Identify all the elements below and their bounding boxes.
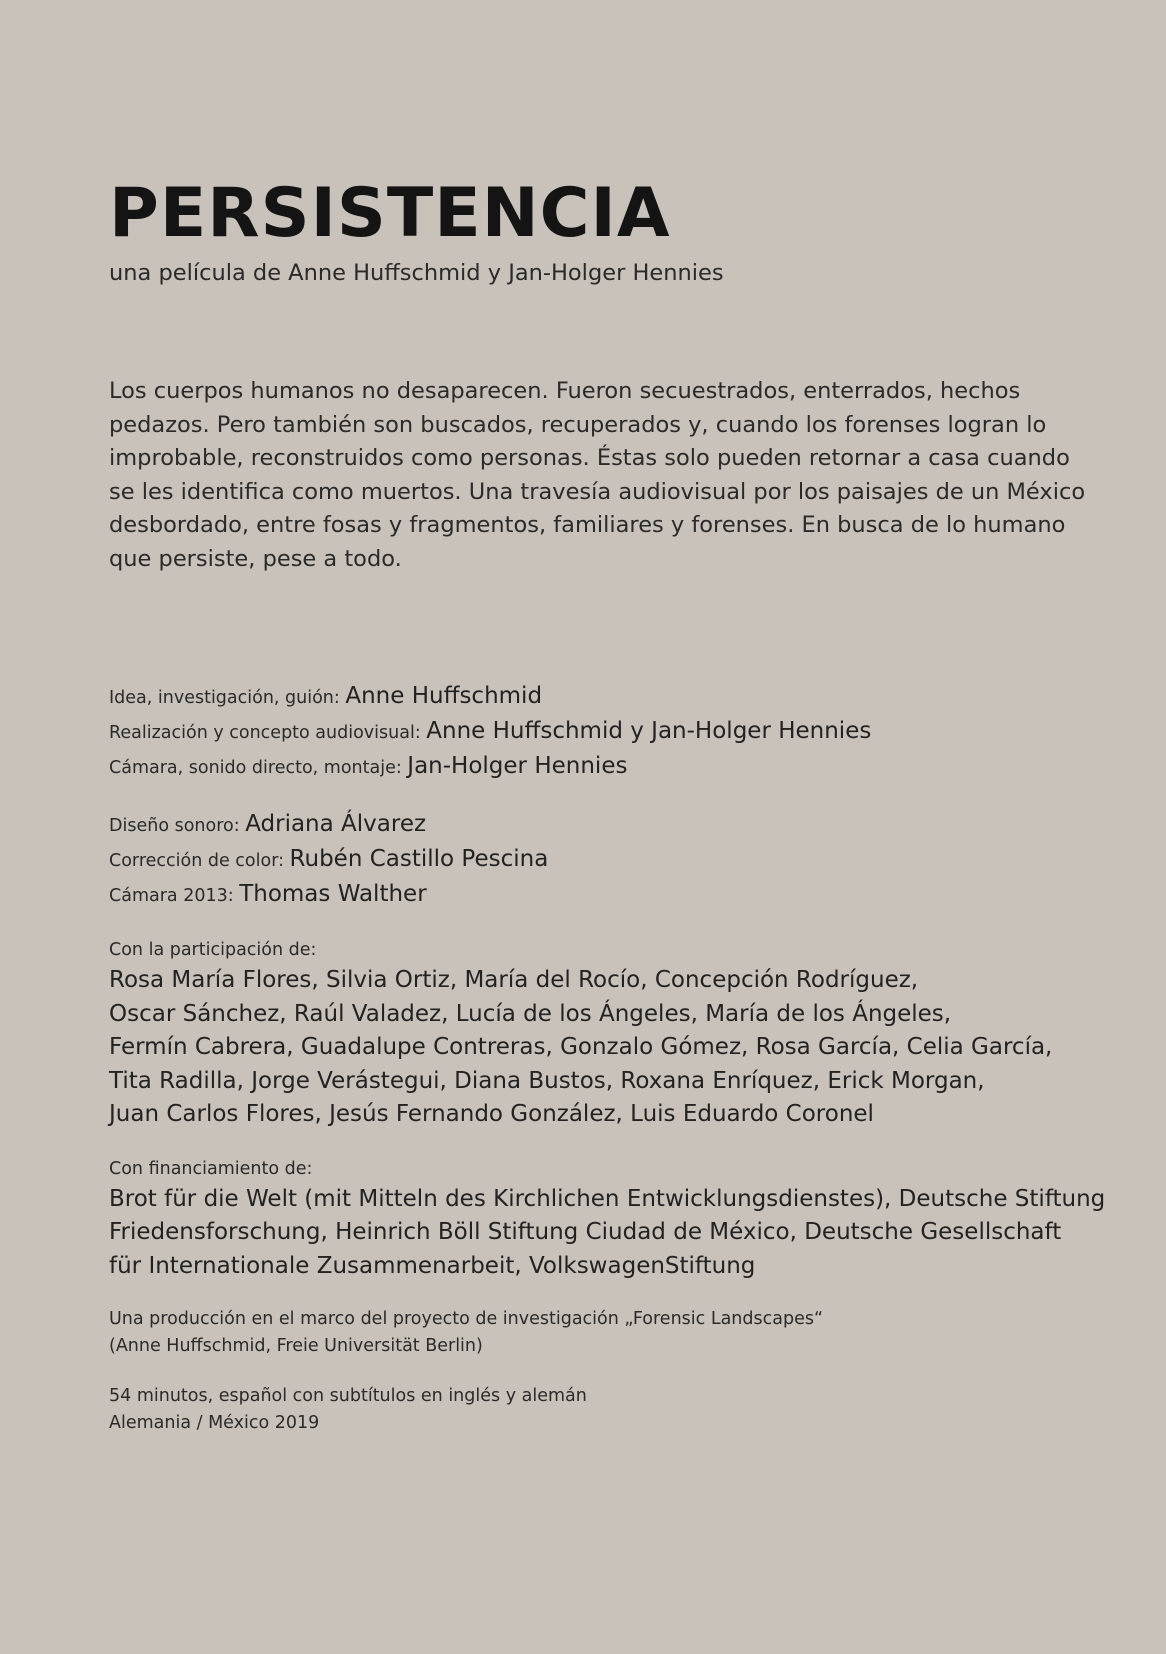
participants-line: Rosa María Flores, Silvia Ortiz, María del Rocío, Concepción Rodríguez, (109, 967, 919, 993)
participation-label: Con la participación de: (109, 940, 317, 960)
participants-list (109, 964, 1079, 1132)
credit-label: Diseño sonoro: (109, 816, 246, 836)
participants-line: Oscar Sánchez, Raúl Valadez, Lucía de los Ángeles, María de los Ángeles, (109, 1000, 952, 1027)
film-title: PERSISTENCIA (109, 174, 671, 253)
details-line: 54 minutos, español con subtítulos en inglés y alemán (109, 1386, 587, 1406)
credits-direction (109, 680, 1079, 785)
credit-value: Rubén Castillo Pescina (289, 846, 549, 872)
funders-line: Brot für die Welt (mit Mitteln des Kirchlichen Entwicklungsdienstes), Deutsche Stiftung (109, 1185, 1106, 1212)
credit-value: Adriana Álvarez (245, 811, 427, 837)
production-note (109, 1306, 1079, 1360)
synopsis-line: desbordado, entre fosas y fragmentos, familiares y forenses. En busca de lo humano (109, 512, 1066, 538)
credit-line (109, 715, 1079, 750)
credit-label: Idea, investigación, guión: (109, 688, 346, 708)
credit-label: Corrección de color: (109, 851, 290, 871)
funders-list (109, 1183, 1106, 1284)
credit-label: Realización y concepto audiovisual: (109, 723, 427, 743)
credits-technical (109, 808, 1079, 913)
production-line: (Anne Huffschmid, Freie Universität Berlin) (109, 1336, 483, 1356)
credits (109, 680, 1106, 1437)
credit-line (109, 750, 1079, 785)
credit-value: Thomas Walther (239, 881, 427, 907)
credit-line (109, 878, 1079, 913)
production-line: Una producción en el marco del proyecto de investigación „Forensic Landscapes“ (109, 1309, 824, 1329)
funders-line: für Internationale Zusammenarbeit, VolkswagenStiftung (109, 1252, 756, 1279)
details-line: Alemania / México 2019 (109, 1413, 320, 1433)
credit-line (109, 843, 1079, 878)
funding-section (109, 1155, 1106, 1284)
credit-value: Anne Huffschmid (345, 683, 543, 709)
film-info-sheet (109, 174, 1106, 1460)
participants-line: Juan Carlos Flores, Jesús Fernando González, Luis Eduardo Coronel (109, 1101, 874, 1127)
credit-label: Cámara 2013: (109, 886, 240, 906)
participants-line: Tita Radilla, Jorge Verástegui, Diana Bustos, Roxana Enríquez, Erick Morgan, (109, 1067, 985, 1094)
synopsis-line: pedazos. Pero también son buscados, recuperados y, cuando los forenses logran lo (109, 411, 1047, 438)
participants-line: Fermín Cabrera, Guadalupe Contreras, Gonzalo Gómez, Rosa García, Celia García, (109, 1034, 1053, 1060)
credit-label: Cámara, sonido directo, montaje: (109, 758, 408, 778)
credit-line (109, 680, 1079, 715)
synopsis-line: Los cuerpos humanos no desaparecen. Fueron secuestrados, enterrados, hechos (109, 378, 1021, 404)
synopsis-line: se les identifica como muertos. Una travesía audiovisual por los paisajes de un México (109, 478, 1086, 505)
credit-value: Anne Huffschmid y Jan-Holger Hennies (426, 718, 872, 744)
credit-value: Jan-Holger Hennies (407, 753, 628, 779)
synopsis (109, 375, 1086, 576)
funders-line: Friedensforschung, Heinrich Böll Stiftung Ciudad de México, Deutsche Gesellschaft (109, 1219, 1062, 1245)
film-subtitle: una película de Anne Huffschmid y Jan-Holger Hennies (109, 260, 724, 286)
synopsis-line: improbable, reconstruidos como personas. Éstas solo pueden retornar a casa cuando (109, 445, 1070, 471)
synopsis-line: que persiste, pese a todo. (109, 545, 402, 572)
credit-line (109, 808, 1079, 843)
funding-label: Con financiamiento de: (109, 1158, 313, 1179)
participation-section (109, 936, 1079, 1132)
film-details (109, 1383, 1079, 1437)
